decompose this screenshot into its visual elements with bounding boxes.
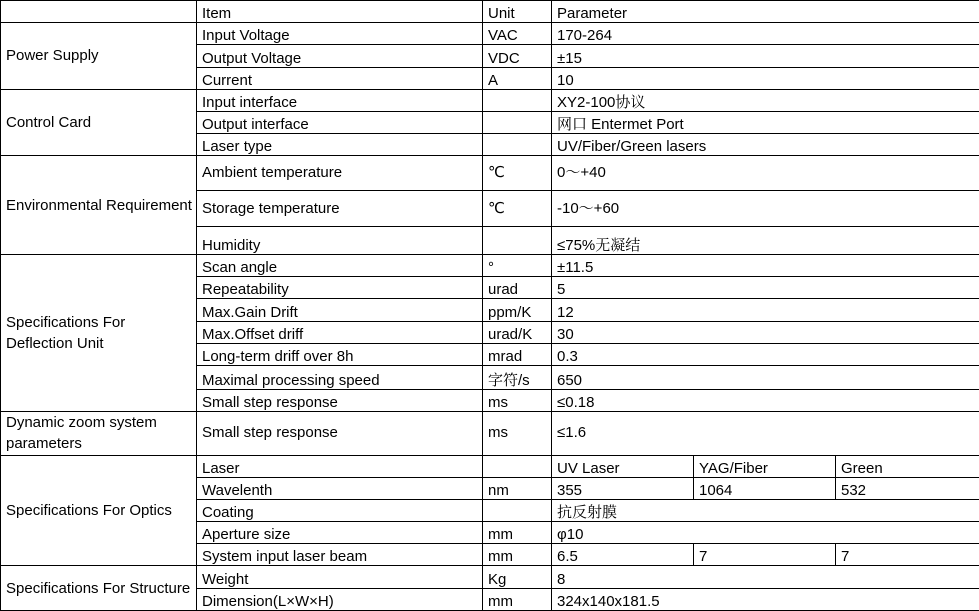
value-cell: 0～+40 [552,156,979,191]
value-cell: 650 [552,365,979,389]
value-cell: ±15 [552,45,979,67]
item-cell: Storage temperature [197,191,483,226]
item-cell: Dimension(L×W×H) [197,588,483,610]
unit-cell [483,499,552,521]
value-cell: 355 [552,477,694,499]
value-cell: 7 [694,544,836,566]
unit-cell: ms [483,412,552,455]
unit-cell: mm [483,588,552,610]
table-row [1,566,979,588]
table-row [1,455,979,477]
value-cell: 8 [552,566,979,588]
unit-cell: ℃ [483,156,552,191]
group-control-card: Control Card [1,89,197,156]
unit-cell [483,89,552,111]
item-cell: Input Voltage [197,23,483,45]
value-cell: 5 [552,277,979,299]
value-cell: ±11.5 [552,254,979,276]
value-cell: UV/Fiber/Green lasers [552,134,979,156]
item-cell: Wavelenth [197,477,483,499]
value-cell: 10 [552,67,979,89]
value-cell: UV Laser [552,455,694,477]
item-cell: Humidity [197,226,483,254]
value-cell: 170-264 [552,23,979,45]
item-cell: Ambient temperature [197,156,483,191]
value-cell: -10～+60 [552,191,979,226]
group-optics: Specifications For Optics [1,455,197,566]
item-cell: System input laser beam [197,544,483,566]
item-cell: Input interface [197,89,483,111]
item-cell: Small step response [197,412,483,455]
value-cell: 网口 Entermet Port [552,111,979,133]
value-cell: 抗反射膜 [552,499,979,521]
header-item: Item [197,1,483,23]
value-cell: ≤1.6 [552,412,979,455]
item-cell: Maximal processing speed [197,365,483,389]
value-cell: 7 [836,544,979,566]
unit-cell: ℃ [483,191,552,226]
group-dynamic-zoom: Dynamic zoom system parameters [1,412,197,455]
unit-cell [483,111,552,133]
unit-cell: VDC [483,45,552,67]
header-group-cell [1,1,197,23]
table-header-row [1,1,979,23]
unit-cell: mm [483,544,552,566]
table-row [1,23,979,45]
unit-cell: ° [483,254,552,276]
unit-cell: mrad [483,343,552,365]
group-deflection-unit: Specifications For Deflection Unit [1,254,197,411]
value-cell: 30 [552,321,979,343]
item-cell: Max.Gain Drift [197,299,483,321]
item-cell: Weight [197,566,483,588]
group-structure: Specifications For Structure [1,566,197,611]
header-unit: Unit [483,1,552,23]
unit-cell [483,226,552,254]
unit-cell: VAC [483,23,552,45]
value-cell: YAG/Fiber [694,455,836,477]
item-cell: Aperture size [197,522,483,544]
item-cell: Scan angle [197,254,483,276]
value-cell: 12 [552,299,979,321]
value-cell: XY2-100协议 [552,89,979,111]
value-cell: 6.5 [552,544,694,566]
unit-cell: ms [483,390,552,412]
unit-cell: mm [483,522,552,544]
value-cell: 324x140x181.5 [552,588,979,610]
item-cell: Current [197,67,483,89]
item-cell: Repeatability [197,277,483,299]
unit-cell: Kg [483,566,552,588]
value-cell: Green [836,455,979,477]
item-cell: Laser [197,455,483,477]
item-cell: Small step response [197,390,483,412]
unit-cell: urad/K [483,321,552,343]
group-power-supply: Power Supply [1,23,197,90]
unit-cell: 字符/s [483,365,552,389]
value-cell: ≤75%无凝结 [552,226,979,254]
value-cell: 0.3 [552,343,979,365]
value-cell: 1064 [694,477,836,499]
item-cell: Output interface [197,111,483,133]
table-row [1,156,979,191]
item-cell: Laser type [197,134,483,156]
item-cell: Coating [197,499,483,521]
table-row [1,254,979,276]
table-row [1,89,979,111]
unit-cell: urad [483,277,552,299]
table-row [1,412,979,455]
header-parameter: Parameter [552,1,979,23]
unit-cell [483,455,552,477]
item-cell: Max.Offset driff [197,321,483,343]
value-cell: ≤0.18 [552,390,979,412]
unit-cell [483,134,552,156]
value-cell: 532 [836,477,979,499]
unit-cell: ppm/K [483,299,552,321]
unit-cell: A [483,67,552,89]
unit-cell: nm [483,477,552,499]
item-cell: Output Voltage [197,45,483,67]
group-environmental-requirement: Environmental Requirement [1,156,197,255]
item-cell: Long-term driff over 8h [197,343,483,365]
value-cell: φ10 [552,522,979,544]
